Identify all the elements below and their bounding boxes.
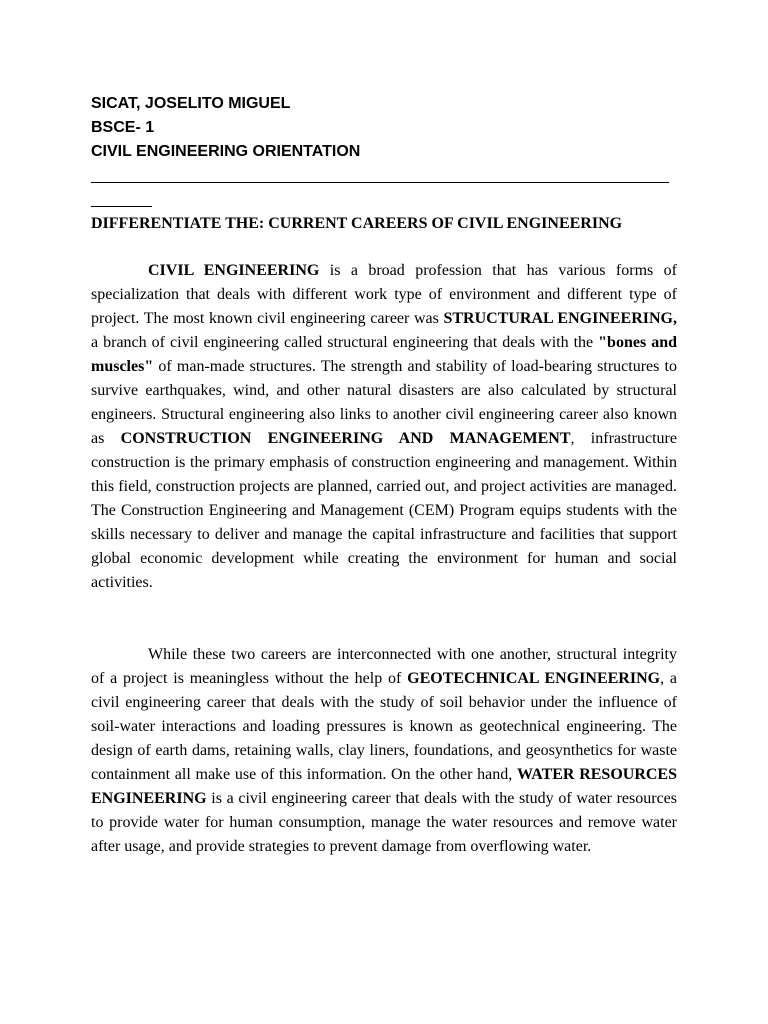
paragraph-1-text-b: a branch of civil engineering called structural engineering that deals with the <box>91 334 599 351</box>
paragraph-2-text-a: While these two careers are interconnected with one another, structural integrity of a project is meaningless without the help of <box>91 646 677 687</box>
paragraph-1 <box>91 259 677 595</box>
course-title: CIVIL ENGINEERING ORIENTATION <box>91 143 361 160</box>
term-water-resources-engineering: WATER RESOURCES ENGINEERING <box>91 766 677 807</box>
separator-line-continuation <box>91 206 152 207</box>
paragraph-1-text-a: is a broad profession that has various forms of specialization that deals with different work type of environment and different type of project. The most known civil engineering career was <box>91 262 677 327</box>
assignment-heading: DIFFERENTIATE THE: CURRENT CAREERS OF CIVIL ENGINEERING <box>91 215 623 232</box>
separator-line <box>91 182 669 183</box>
paragraph-2-text-c: is a civil engineering career that deals with the study of water resources to provide water for human consumption, manage the water resources and remove water after usage, and provide strategies to prevent damage from overflowing water. <box>91 790 677 855</box>
term-civil-engineering: CIVIL ENGINEERING <box>148 262 320 279</box>
paragraph-1-text-d: , infrastructure construction is the primary emphasis of construction engineering and management. Within this field, construction projects are planned, carried out, and project activities are managed. The Construction Engineering and Management (CEM) Program equips students with the skills necessary to deliver and manage the capital infrastructure and facilities that support global economic development while creating the environment for human and social activities. <box>91 430 677 591</box>
term-construction-engineering: CONSTRUCTION ENGINEERING AND MANAGEMENT <box>120 430 571 447</box>
term-structural-engineering: STRUCTURAL ENGINEERING, <box>443 310 677 327</box>
paragraph-2-text-b: , a civil engineering career that deals with the study of soil behavior under the influence of soil-water interactions and loading pressures is known as geotechnical engineering. The design of earth dams, retaining walls, clay liners, foundations, and geosynthetics for waste containment all make use of this information. On the other hand, <box>91 670 677 783</box>
student-section: BSCE- 1 <box>91 119 155 136</box>
paragraph-2 <box>91 643 677 859</box>
term-geotechnical-engineering: GEOTECHNICAL ENGINEERING <box>407 670 661 687</box>
student-name: SICAT, JOSELITO MIGUEL <box>91 95 291 112</box>
paragraph-1-text-c: of man-made structures. The strength and stability of load-bearing structures to survive earthquakes, wind, and other natural disasters are also calculated by structural engineers. Structural engineering also links to another civil engineering career also known as <box>91 358 677 447</box>
term-bones-and-muscles: "bones and muscles" <box>91 334 677 375</box>
